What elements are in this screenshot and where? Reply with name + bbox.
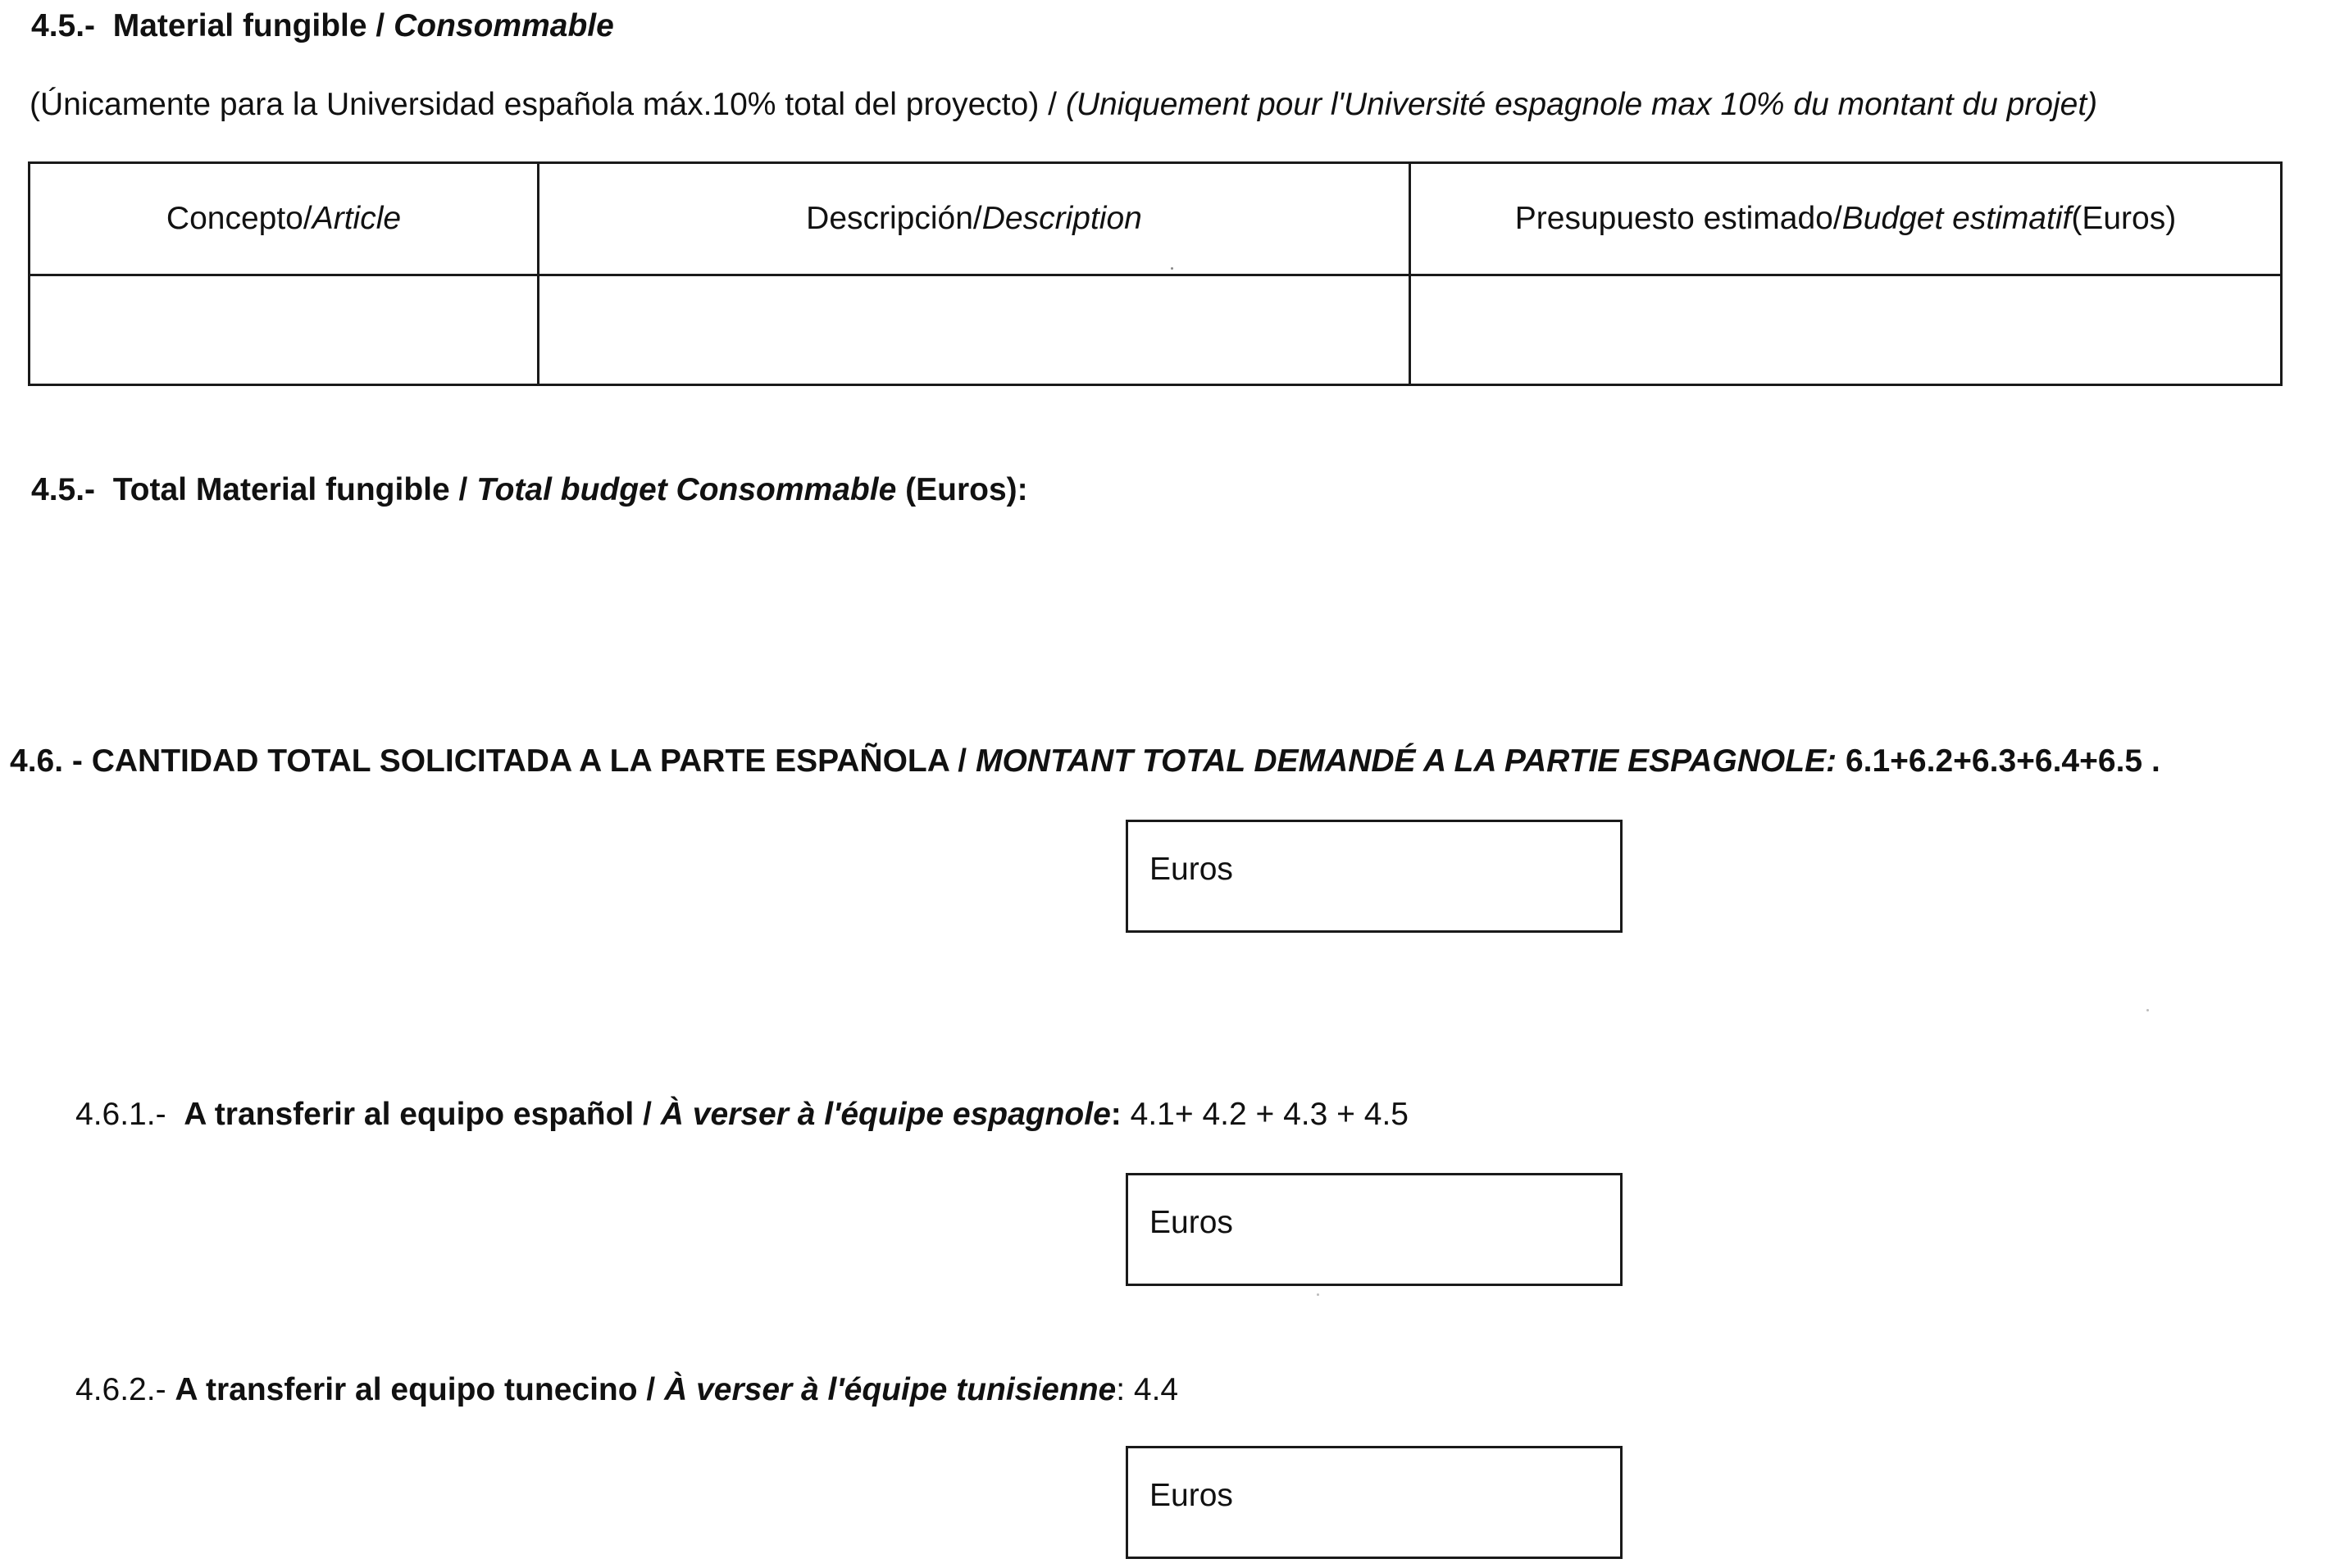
colon: : — [1110, 1097, 1122, 1132]
section-formula: 4.1+ 4.2 + 4.3 + 4.5 — [1130, 1097, 1409, 1132]
tunisian-team-euros-field[interactable] — [1126, 1446, 1623, 1559]
section-number: 4.5.- — [31, 8, 96, 43]
note-es: (Únicamente para la Universidad española máx.10% total del proyecto) — [30, 87, 1040, 122]
section-heading-4-6 — [10, 745, 2160, 777]
note-fr: (Uniquement pour l'Université espagnole max 10% du montant du projet) — [1065, 87, 2098, 122]
section-heading-4-6-2 — [75, 1374, 1178, 1406]
section-note-4-5 — [30, 89, 2097, 120]
spanish-team-euros-field[interactable] — [1126, 1173, 1623, 1286]
section-label-fr: À verser à l'équipe espagnole — [660, 1097, 1111, 1132]
section-number: 4.5.- — [31, 472, 96, 507]
total-requested-euros-field[interactable] — [1126, 820, 1623, 933]
section-number: 4.6. - — [10, 743, 83, 779]
colon: : — [1116, 1372, 1126, 1407]
total-label-es: Total Material fungible — [112, 472, 450, 507]
separator: / — [366, 8, 394, 43]
total-suffix: (Euros): — [896, 472, 1028, 507]
header-fr: Budget estimatif — [1841, 201, 2072, 236]
total-consumables-label — [31, 474, 1028, 506]
separator: / — [634, 1097, 661, 1132]
section-heading-4-5 — [31, 10, 614, 42]
section-heading-4-6-1 — [75, 1098, 1409, 1130]
section-formula: 4.4 — [1133, 1372, 1179, 1407]
section-label-es: CANTIDAD TOTAL SOLICITADA A LA PARTE ESPAÑOLA — [91, 743, 949, 779]
separator: / — [1832, 201, 1842, 236]
column-header-description — [539, 164, 1409, 274]
separator: / — [1039, 87, 1066, 122]
separator: / — [303, 201, 312, 236]
table-cell-description[interactable] — [539, 276, 1409, 384]
section-label-fr: À verser à l'équipe tunisienne — [664, 1372, 1117, 1407]
section-number: 4.6.1.- — [75, 1097, 166, 1132]
euros-label: Euros — [1149, 1478, 1233, 1513]
header-es: Presupuesto estimado — [1514, 201, 1833, 236]
header-es: Descripción — [806, 201, 973, 236]
total-label-fr: Total budget Consommable — [476, 472, 897, 507]
separator: / — [449, 472, 477, 507]
section-label-es: A transferir al equipo tunecino — [175, 1372, 638, 1407]
euros-label: Euros — [1149, 1205, 1233, 1240]
separator: / — [637, 1372, 665, 1407]
header-es: Concepto — [166, 201, 303, 236]
table-cell-concept[interactable] — [30, 276, 537, 384]
section-label-fr: MONTANT TOTAL DEMANDÉ A LA PARTIE ESPAGNOLE: — [975, 743, 1837, 779]
section-number: 4.6.2.- — [75, 1372, 166, 1407]
header-fr: Description — [981, 201, 1142, 236]
section-title-es: Material fungible — [112, 8, 367, 43]
separator: / — [972, 201, 982, 236]
section-label-es: A transferir al equipo español — [184, 1097, 635, 1132]
separator: / — [949, 743, 976, 779]
column-header-budget — [1411, 164, 2280, 274]
section-formula: 6.1+6.2+6.3+6.4+6.5 . — [1845, 743, 2160, 779]
header-suffix: (Euros) — [2071, 201, 2177, 236]
euros-label: Euros — [1149, 852, 1233, 887]
table-cell-budget[interactable] — [1411, 276, 2280, 384]
header-fr: Article — [312, 201, 402, 236]
section-title-fr: Consommable — [394, 8, 614, 43]
scan-speck — [1317, 1293, 1319, 1296]
consumables-table — [28, 161, 2283, 386]
scan-speck — [1171, 267, 1173, 270]
scan-speck — [2146, 1009, 2149, 1011]
column-header-concept — [30, 164, 537, 274]
